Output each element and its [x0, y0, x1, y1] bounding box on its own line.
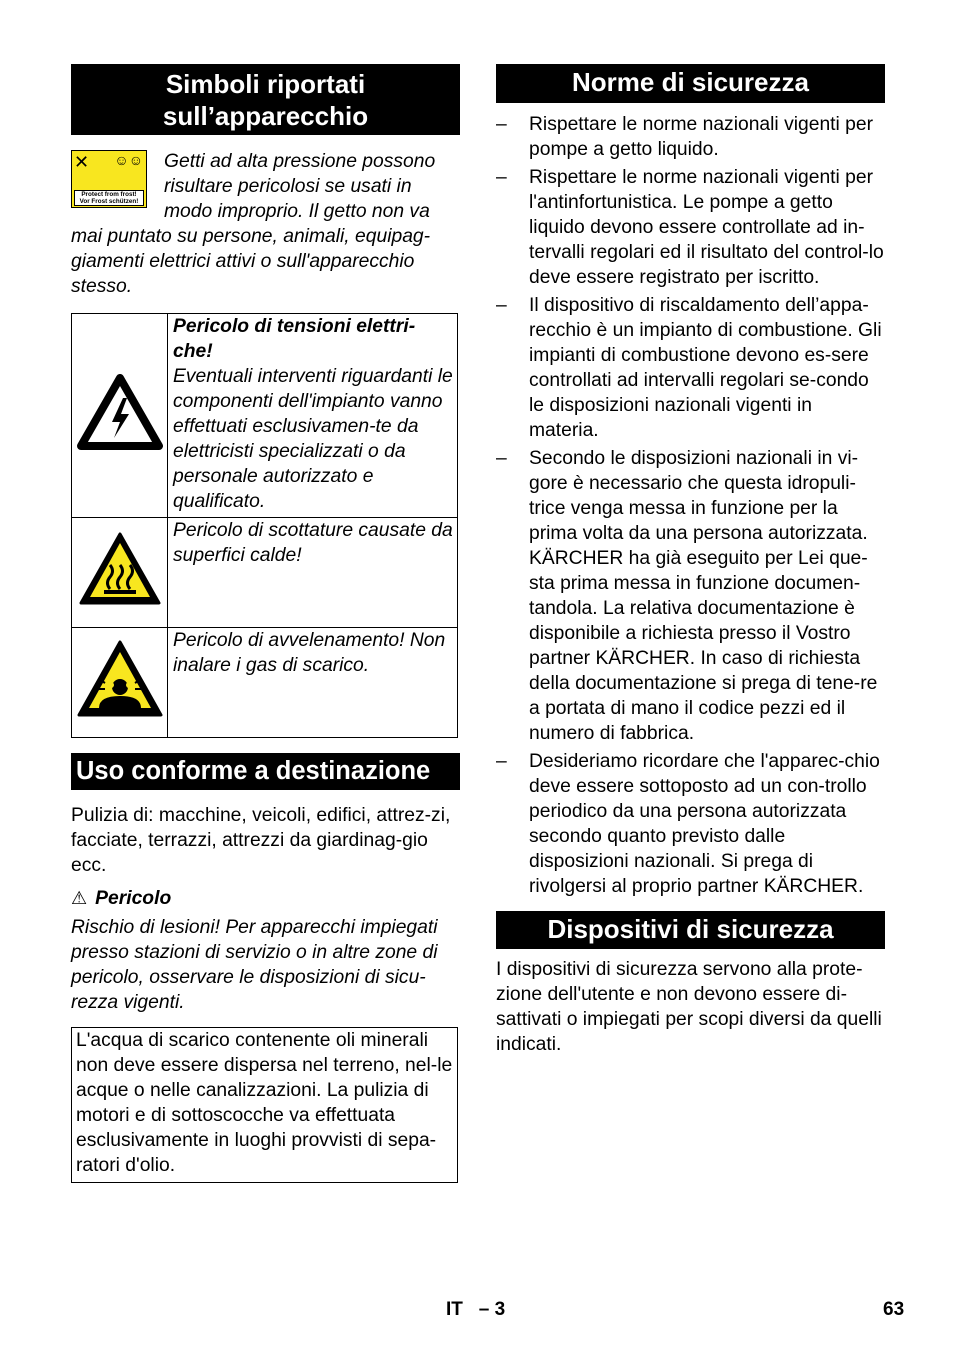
hazard-row — [72, 314, 458, 518]
hot-surface-icon — [78, 531, 162, 607]
no-spray-icon: ✕ — [74, 152, 90, 172]
list-item-text: Desideriamo ricordare che l'apparec-chio deve essere sottoposto ad un con-trollo periodico da una persona autorizzata secondo quanto previsto dalle disposizioni nazionali. Si prega di rivolgersi al proprio partner KÄRCHER. — [529, 751, 880, 897]
list-item-text: Rispettare le norme nazionali vigenti per l'antinfortunistica. Le pompe a getto liquido devono essere controllate ad in-tervalli regolari ed il risultato del control-lo deve essere registrato per iscritto. — [529, 167, 884, 288]
hazard-text: Pericolo di scottature causate da superfici calde! — [173, 520, 453, 566]
dash-bullet: – — [496, 295, 507, 316]
hazard-text-cell — [168, 518, 458, 628]
footer-language-page: IT – 3 — [446, 1299, 506, 1320]
hazard-text-cell — [168, 314, 458, 518]
dash-bullet: – — [496, 114, 507, 135]
hazard-icon-cell — [72, 314, 168, 518]
frost-label-de: Vor Frost schützen! — [79, 198, 139, 205]
list-item-text: Il dispositivo di riscaldamento dell’appa-recchio è un impianto di combustione. Gli impianti di combustione devono es-sere controllati ad intervalli regolari se-condo le disposizioni nazionali vigenti in materia. — [529, 295, 882, 441]
right-column — [496, 64, 885, 1057]
dash-bullet: – — [496, 167, 507, 188]
heading-uso: Uso conforme a destinazione — [71, 753, 460, 790]
list-item — [496, 446, 885, 746]
symbol-intro — [71, 149, 460, 299]
hazard-title: Pericolo di tensioni elettri-che! — [173, 316, 416, 362]
hazard-text: Pericolo di avvelenamento! Non inalare i gas di scarico. — [173, 630, 446, 676]
left-column — [71, 64, 460, 1183]
oil-notice-text: L'acqua di scarico contenente oli minerali non deve essere dispersa nel terreno, nel-le acque o nelle canalizzazioni. La pulizia di motori e di sottoscocche va effettuata esclusivamente in luoghi provvisti di sepa-ratori d'olio. — [76, 1030, 453, 1176]
dispositivi-text: I dispositivi di sicurezza servono alla prote-zione dell'utente e non devono essere di-sattivati o impiegati per scopi diversi da quelli indicati. — [496, 959, 882, 1055]
hazard-text-cell — [168, 628, 458, 738]
footer-page-number: 63 — [883, 1299, 905, 1320]
hazard-row — [72, 628, 458, 738]
warning-triangle-icon: ⚠ — [71, 888, 88, 908]
pericolo-label — [71, 886, 460, 911]
list-item — [496, 165, 885, 290]
heading-norme: Norme di sicurezza — [496, 64, 885, 103]
electric-hazard-icon — [77, 374, 163, 450]
hazard-row — [72, 518, 458, 628]
hazard-icon-cell — [72, 518, 168, 628]
high-pressure-warning-label-icon — [71, 150, 147, 208]
symbol-text: Getti ad alta pressione possono risultare pericolosi se usati in modo improprio. Il getto non va mai puntato su persone, animali, equipag-giamenti elettrici attivi o sull'apparecchio stesso. — [71, 151, 436, 297]
list-item — [496, 112, 885, 162]
hazard-icon-cell — [72, 628, 168, 738]
people-icon: ☺☺ — [114, 152, 143, 168]
dash-bullet: – — [496, 751, 507, 772]
list-item — [496, 293, 885, 443]
oil-notice-box — [71, 1027, 458, 1183]
hazard-table — [71, 313, 458, 738]
pericolo-label-text: Pericolo — [95, 888, 172, 909]
norme-list — [496, 112, 885, 899]
dash-bullet: – — [496, 448, 507, 469]
heading-symbols: Simboli riportati sull’apparecchio — [71, 64, 460, 135]
hazard-text: Eventuali interventi riguardanti le componenti dell'impianto vanno effettuati esclusivamen-te da elettricisti specializzati o da personale autorizzato e qualificato. — [173, 366, 453, 512]
list-item-text: Rispettare le norme nazionali vigenti per pompe a getto liquido. — [529, 114, 874, 160]
uso-text: Pulizia di: macchine, veicoli, edifici, attrez-zi, facciate, terrazzi, attrezzi da giardinag-gio ecc. — [71, 805, 451, 876]
pericolo-text: Rischio di lesioni! Per apparecchi impiegati presso stazioni di servizio o in altre zone di pericolo, osservare le disposizioni di sicu-rezza vigenti. — [71, 917, 438, 1013]
frost-label-it: Protect from frost! — [81, 191, 137, 198]
list-item-text: Secondo le disposizioni nazionali in vi-gore è necessario che questa idropuli-trice venga messa in funzione per la prima volta da una persona autorizzata. KÄRCHER ha già eseguito per Lei que-sta prima messa in funzione documen-tandola. La relativa documentazione è disponibile a richiesta presso il Vostro partner KÄRCHER. In caso di richiesta della documentazione si prega di tene-re a portata di mano il codice pezzi ed il numero di fabbrica. — [529, 448, 878, 744]
heading-dispositivi: Dispositivi di sicurezza — [496, 911, 885, 949]
toxic-gas-icon — [75, 639, 165, 719]
list-item — [496, 749, 885, 899]
frost-label — [74, 190, 144, 206]
